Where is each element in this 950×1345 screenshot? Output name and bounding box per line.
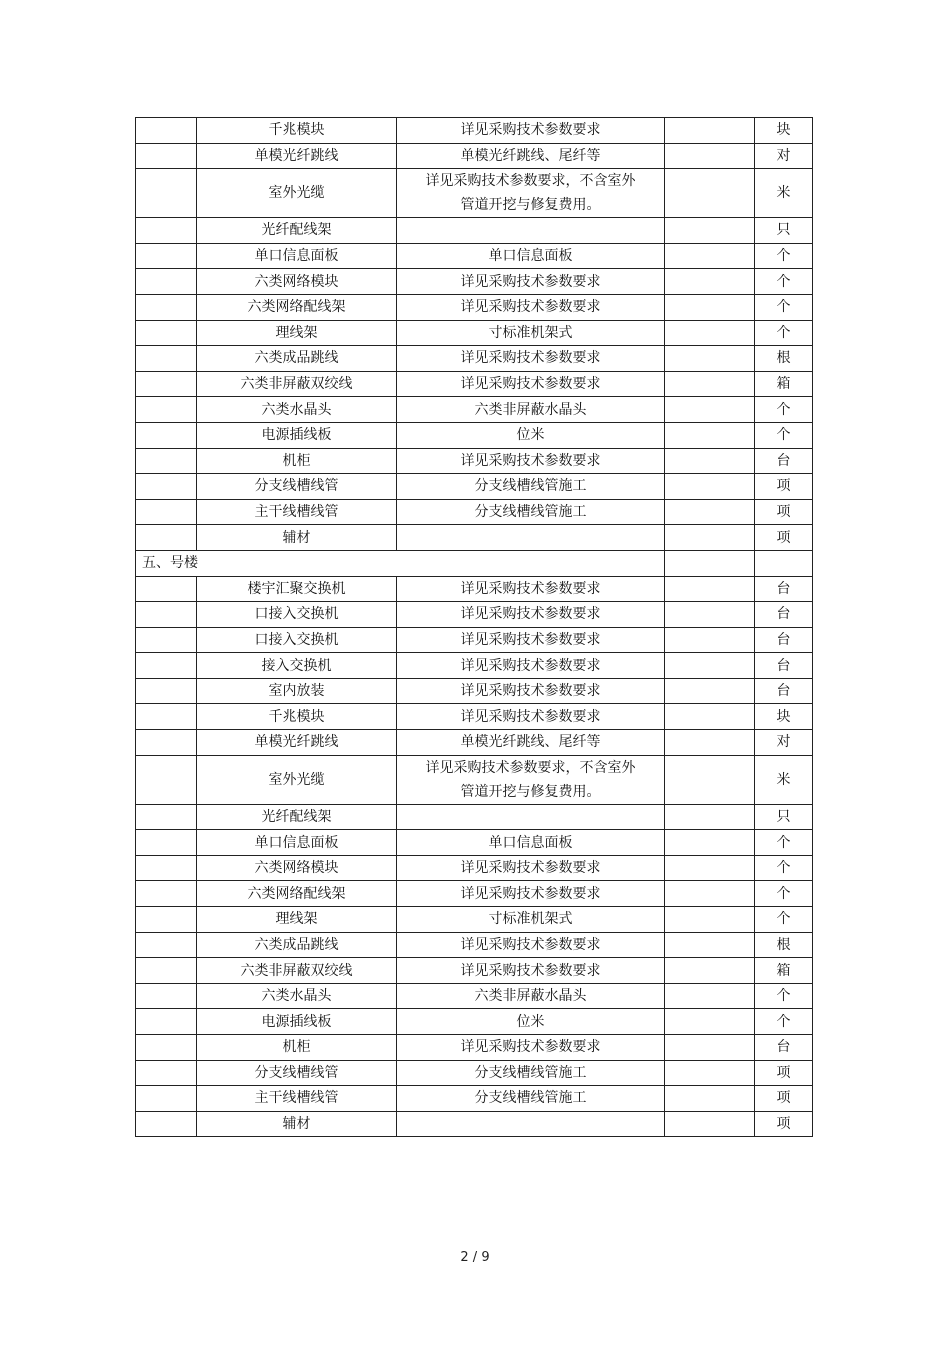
table-row <box>136 1060 813 1086</box>
quantity-cell <box>665 1111 755 1137</box>
unit-cell: 个 <box>755 855 813 881</box>
table-row <box>136 397 813 423</box>
item-name-cell: 单口信息面板 <box>197 243 397 269</box>
unit-cell <box>755 550 813 576</box>
unit-cell: 台 <box>755 678 813 704</box>
item-name-cell: 分支线槽线管 <box>197 474 397 500</box>
table-row <box>136 525 813 551</box>
unit-cell: 米 <box>755 755 813 804</box>
table-row <box>136 294 813 320</box>
index-cell <box>136 704 197 730</box>
item-name-cell: 辅材 <box>197 1111 397 1137</box>
index-cell <box>136 602 197 628</box>
unit-cell: 台 <box>755 1035 813 1061</box>
unit-cell: 个 <box>755 830 813 856</box>
item-name-cell: 六类网络模块 <box>197 269 397 295</box>
item-description-cell: 详见采购技术参数要求，不含室外管道开挖与修复费用。 <box>397 169 665 218</box>
quantity-cell <box>665 755 755 804</box>
item-description-cell: 详见采购技术参数要求 <box>397 855 665 881</box>
unit-cell: 只 <box>755 804 813 830</box>
unit-cell: 项 <box>755 474 813 500</box>
table-row <box>136 602 813 628</box>
item-description-cell: 寸标准机架式 <box>397 320 665 346</box>
item-description-cell: 单口信息面板 <box>397 830 665 856</box>
index-cell <box>136 983 197 1009</box>
index-cell <box>136 1060 197 1086</box>
unit-cell: 个 <box>755 422 813 448</box>
index-cell <box>136 269 197 295</box>
table-row <box>136 1035 813 1061</box>
table-row <box>136 704 813 730</box>
unit-cell: 根 <box>755 346 813 372</box>
unit-cell: 台 <box>755 627 813 653</box>
table-row <box>136 932 813 958</box>
item-name-cell: 六类非屏蔽双绞线 <box>197 371 397 397</box>
table-row <box>136 627 813 653</box>
table-row <box>136 907 813 933</box>
table-row <box>136 243 813 269</box>
unit-cell: 项 <box>755 1060 813 1086</box>
item-name-cell: 六类网络配线架 <box>197 294 397 320</box>
quantity-cell <box>665 294 755 320</box>
table-row <box>136 653 813 679</box>
index-cell <box>136 1086 197 1112</box>
index-cell <box>136 169 197 218</box>
index-cell <box>136 143 197 169</box>
unit-cell: 块 <box>755 118 813 144</box>
quantity-cell <box>665 983 755 1009</box>
item-description-cell: 单口信息面板 <box>397 243 665 269</box>
unit-cell: 项 <box>755 1111 813 1137</box>
table-row <box>136 830 813 856</box>
quantity-cell <box>665 704 755 730</box>
index-cell <box>136 346 197 372</box>
item-name-cell: 分支线槽线管 <box>197 1060 397 1086</box>
quantity-cell <box>665 320 755 346</box>
table-row <box>136 474 813 500</box>
table-row <box>136 218 813 244</box>
table-row <box>136 320 813 346</box>
index-cell <box>136 474 197 500</box>
item-name-cell: 口接入交换机 <box>197 627 397 653</box>
quantity-cell <box>665 448 755 474</box>
item-description-cell <box>397 1111 665 1137</box>
item-description-cell: 详见采购技术参数要求 <box>397 678 665 704</box>
item-name-cell: 室外光缆 <box>197 169 397 218</box>
unit-cell: 个 <box>755 269 813 295</box>
quantity-cell <box>665 550 755 576</box>
index-cell <box>136 576 197 602</box>
item-name-cell: 机柜 <box>197 1035 397 1061</box>
item-description-cell: 详见采购技术参数要求 <box>397 448 665 474</box>
item-name-cell: 六类水晶头 <box>197 983 397 1009</box>
item-description-cell: 寸标准机架式 <box>397 907 665 933</box>
table-row <box>136 855 813 881</box>
unit-cell: 项 <box>755 499 813 525</box>
table-row <box>136 958 813 984</box>
index-cell <box>136 422 197 448</box>
unit-cell: 对 <box>755 730 813 756</box>
quantity-cell <box>665 602 755 628</box>
quantity-cell <box>665 653 755 679</box>
quantity-cell <box>665 143 755 169</box>
quantity-cell <box>665 397 755 423</box>
item-description-cell: 六类非屏蔽水晶头 <box>397 983 665 1009</box>
item-description-cell: 分支线槽线管施工 <box>397 1060 665 1086</box>
item-name-cell: 主干线槽线管 <box>197 499 397 525</box>
item-name-cell: 单模光纤跳线 <box>197 143 397 169</box>
item-description-cell: 分支线槽线管施工 <box>397 474 665 500</box>
equipment-table <box>135 117 813 1137</box>
unit-cell: 块 <box>755 704 813 730</box>
quantity-cell <box>665 169 755 218</box>
index-cell <box>136 855 197 881</box>
index-cell <box>136 907 197 933</box>
unit-cell: 米 <box>755 169 813 218</box>
table-row <box>136 346 813 372</box>
quantity-cell <box>665 576 755 602</box>
item-name-cell: 单模光纤跳线 <box>197 730 397 756</box>
quantity-cell <box>665 422 755 448</box>
item-description-cell <box>397 525 665 551</box>
quantity-cell <box>665 1035 755 1061</box>
item-description-cell: 详见采购技术参数要求 <box>397 881 665 907</box>
quantity-cell <box>665 932 755 958</box>
unit-cell: 台 <box>755 602 813 628</box>
item-description-cell: 分支线槽线管施工 <box>397 1086 665 1112</box>
item-description-cell: 六类非屏蔽水晶头 <box>397 397 665 423</box>
item-name-cell: 光纤配线架 <box>197 218 397 244</box>
index-cell <box>136 320 197 346</box>
item-name-cell: 室内放装 <box>197 678 397 704</box>
item-name-cell: 千兆模块 <box>197 704 397 730</box>
index-cell <box>136 755 197 804</box>
item-description-cell: 详见采购技术参数要求 <box>397 269 665 295</box>
item-description-cell <box>397 804 665 830</box>
index-cell <box>136 627 197 653</box>
item-description-cell: 单模光纤跳线、尾纤等 <box>397 143 665 169</box>
unit-cell: 根 <box>755 932 813 958</box>
index-cell <box>136 397 197 423</box>
unit-cell: 个 <box>755 320 813 346</box>
section-title: 五、号楼 <box>136 550 665 576</box>
item-description-cell: 详见采购技术参数要求 <box>397 118 665 144</box>
item-name-cell: 辅材 <box>197 525 397 551</box>
quantity-cell <box>665 371 755 397</box>
item-description-cell: 详见采购技术参数要求 <box>397 1035 665 1061</box>
item-name-cell: 六类网络模块 <box>197 855 397 881</box>
index-cell <box>136 804 197 830</box>
item-name-cell: 理线架 <box>197 907 397 933</box>
quantity-cell <box>665 830 755 856</box>
index-cell <box>136 525 197 551</box>
page-number: 2 / 9 <box>460 1250 490 1265</box>
quantity-cell <box>665 118 755 144</box>
table-row <box>136 169 813 218</box>
index-cell <box>136 448 197 474</box>
item-description-cell: 位米 <box>397 422 665 448</box>
item-name-cell: 六类网络配线架 <box>197 881 397 907</box>
item-description-cell: 详见采购技术参数要求 <box>397 576 665 602</box>
unit-cell: 箱 <box>755 958 813 984</box>
item-description-cell: 详见采购技术参数要求 <box>397 294 665 320</box>
quantity-cell <box>665 218 755 244</box>
equipment-table-body <box>136 118 813 1137</box>
index-cell <box>136 678 197 704</box>
index-cell <box>136 1035 197 1061</box>
quantity-cell <box>665 474 755 500</box>
index-cell <box>136 653 197 679</box>
index-cell <box>136 371 197 397</box>
item-description-cell <box>397 218 665 244</box>
table-row <box>136 448 813 474</box>
item-name-cell: 理线架 <box>197 320 397 346</box>
table-row <box>136 371 813 397</box>
quantity-cell <box>665 907 755 933</box>
table-row <box>136 730 813 756</box>
table-row <box>136 881 813 907</box>
unit-cell: 台 <box>755 448 813 474</box>
table-row <box>136 269 813 295</box>
item-name-cell: 单口信息面板 <box>197 830 397 856</box>
index-cell <box>136 1009 197 1035</box>
index-cell <box>136 294 197 320</box>
table-row <box>136 678 813 704</box>
quantity-cell <box>665 678 755 704</box>
item-description-cell: 详见采购技术参数要求，不含室外管道开挖与修复费用。 <box>397 755 665 804</box>
quantity-cell <box>665 1086 755 1112</box>
index-cell <box>136 218 197 244</box>
item-description-cell: 详见采购技术参数要求 <box>397 371 665 397</box>
item-description-cell: 详见采购技术参数要求 <box>397 653 665 679</box>
quantity-cell <box>665 804 755 830</box>
item-description-cell: 单模光纤跳线、尾纤等 <box>397 730 665 756</box>
unit-cell: 个 <box>755 1009 813 1035</box>
quantity-cell <box>665 958 755 984</box>
index-cell <box>136 958 197 984</box>
item-name-cell: 电源插线板 <box>197 1009 397 1035</box>
table-row <box>136 804 813 830</box>
table-row <box>136 118 813 144</box>
table-row <box>136 499 813 525</box>
index-cell <box>136 118 197 144</box>
unit-cell: 只 <box>755 218 813 244</box>
quantity-cell <box>665 346 755 372</box>
item-name-cell: 光纤配线架 <box>197 804 397 830</box>
quantity-cell <box>665 730 755 756</box>
item-name-cell: 口接入交换机 <box>197 602 397 628</box>
unit-cell: 台 <box>755 653 813 679</box>
unit-cell: 个 <box>755 983 813 1009</box>
item-name-cell: 六类非屏蔽双绞线 <box>197 958 397 984</box>
item-name-cell: 千兆模块 <box>197 118 397 144</box>
table-row <box>136 983 813 1009</box>
item-description-cell: 详见采购技术参数要求 <box>397 704 665 730</box>
table-row <box>136 1086 813 1112</box>
item-description-cell: 详见采购技术参数要求 <box>397 958 665 984</box>
index-cell <box>136 243 197 269</box>
unit-cell: 个 <box>755 243 813 269</box>
unit-cell: 项 <box>755 525 813 551</box>
item-name-cell: 电源插线板 <box>197 422 397 448</box>
item-name-cell: 六类成品跳线 <box>197 932 397 958</box>
unit-cell: 个 <box>755 881 813 907</box>
index-cell <box>136 881 197 907</box>
index-cell <box>136 730 197 756</box>
item-name-cell: 机柜 <box>197 448 397 474</box>
item-description-cell: 详见采购技术参数要求 <box>397 602 665 628</box>
quantity-cell <box>665 1009 755 1035</box>
item-description-cell: 分支线槽线管施工 <box>397 499 665 525</box>
item-name-cell: 室外光缆 <box>197 755 397 804</box>
unit-cell: 个 <box>755 397 813 423</box>
item-description-cell: 详见采购技术参数要求 <box>397 932 665 958</box>
item-description-cell: 详见采购技术参数要求 <box>397 346 665 372</box>
table-row <box>136 422 813 448</box>
unit-cell: 箱 <box>755 371 813 397</box>
quantity-cell <box>665 855 755 881</box>
quantity-cell <box>665 499 755 525</box>
table-row <box>136 755 813 804</box>
unit-cell: 个 <box>755 294 813 320</box>
table-row <box>136 143 813 169</box>
item-name-cell: 主干线槽线管 <box>197 1086 397 1112</box>
index-cell <box>136 1111 197 1137</box>
quantity-cell <box>665 525 755 551</box>
item-name-cell: 六类水晶头 <box>197 397 397 423</box>
unit-cell: 个 <box>755 907 813 933</box>
quantity-cell <box>665 243 755 269</box>
unit-cell: 项 <box>755 1086 813 1112</box>
quantity-cell <box>665 627 755 653</box>
index-cell <box>136 830 197 856</box>
quantity-cell <box>665 881 755 907</box>
item-name-cell: 接入交换机 <box>197 653 397 679</box>
item-name-cell: 六类成品跳线 <box>197 346 397 372</box>
section-header-row <box>136 550 813 576</box>
item-description-cell: 位米 <box>397 1009 665 1035</box>
item-description-cell: 详见采购技术参数要求 <box>397 627 665 653</box>
table-row <box>136 1111 813 1137</box>
index-cell <box>136 499 197 525</box>
unit-cell: 对 <box>755 143 813 169</box>
index-cell <box>136 932 197 958</box>
table-row <box>136 576 813 602</box>
table-row <box>136 1009 813 1035</box>
quantity-cell <box>665 269 755 295</box>
unit-cell: 台 <box>755 576 813 602</box>
item-name-cell: 楼宇汇聚交换机 <box>197 576 397 602</box>
quantity-cell <box>665 1060 755 1086</box>
